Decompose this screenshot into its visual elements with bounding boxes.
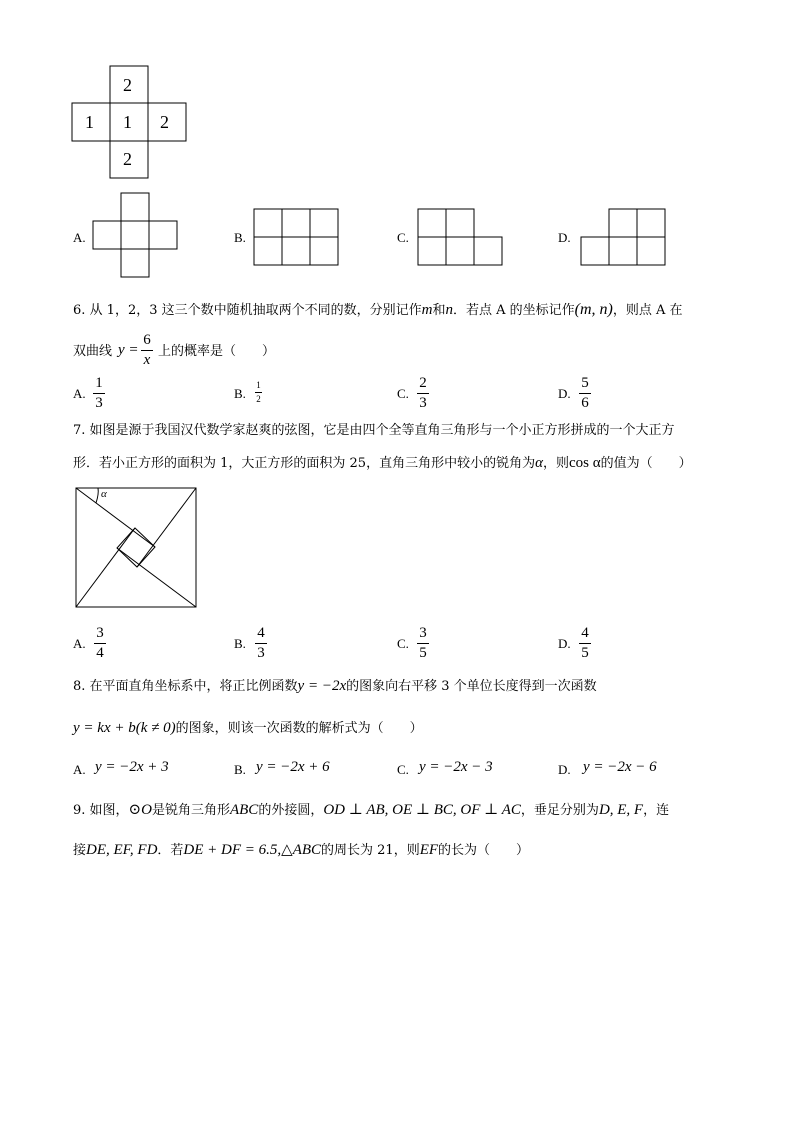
q9-line2 [73, 840, 529, 861]
q8-func: y = −2x [297, 678, 347, 694]
q8-option-d-expr: y = −2x − 6 [583, 759, 657, 775]
q9-abc: ABC [229, 802, 259, 818]
q7-text-mid: ，则 [542, 456, 569, 471]
q8-line2-post: 的图象，则该一次函数的解析式为（ ） [175, 721, 423, 736]
q9-circle: ⊙O [128, 802, 152, 818]
q9-segs: DE, EF, FD [86, 842, 158, 858]
q8-option-a-expr: y = −2x + 3 [95, 759, 169, 775]
q7-alpha: α [535, 455, 543, 471]
q8-option-c-expr: y = −2x − 3 [419, 759, 493, 775]
q7-option-a-num: 3 [96, 625, 104, 641]
q9-ef: EF [419, 842, 439, 858]
q9-line2-b: 的周长为 21，则 [321, 843, 420, 858]
q8-line2-func: y = kx + b(k ≠ 0) [73, 720, 176, 736]
q9-text-b: 的外接圆， [258, 803, 324, 818]
q9-line2-a: ．若 [157, 843, 184, 858]
q5-option-a-label: A. [73, 230, 86, 245]
q6-option-c-label: C. [397, 386, 409, 401]
q7-figure-alpha-label: α [101, 488, 107, 500]
q7-option-b-label: B. [234, 636, 246, 651]
q6-text-mid: ．若点 A 的坐标记作 [452, 303, 575, 318]
q6-curve-num: 6 [143, 332, 151, 348]
q6-text-post: ，则点 A 在 [612, 303, 683, 318]
net-center-digit: 1 [123, 112, 132, 132]
q8-option-b-expr: y = −2x + 6 [256, 759, 330, 775]
net-left-digit: 1 [85, 112, 94, 132]
q9-line1 [73, 800, 669, 821]
q6-option-b-label: B. [234, 386, 246, 401]
q8-line1 [73, 676, 597, 697]
q9-perps: OD ⊥ AB, OE ⊥ BC, OF ⊥ AC [323, 802, 521, 818]
q7-option-a-den: 4 [96, 645, 104, 661]
q7-option-c-num: 3 [419, 625, 427, 641]
q7-option-a-label: A. [73, 636, 86, 651]
q8-option-c-label: C. [397, 762, 409, 777]
q7-option-d-num: 4 [581, 625, 589, 641]
q7-option-b-den: 3 [257, 645, 265, 661]
q9-cond: DE + DF = 6.5,△ABC [183, 842, 322, 858]
q6-option-c-num: 2 [419, 375, 427, 391]
q6-var-m: m [421, 302, 433, 318]
net-top-digit: 2 [123, 75, 132, 95]
q8-option-d-label: D. [558, 762, 571, 777]
q5-option-d-label: D. [558, 230, 571, 245]
q6-text-pre: 6. 从 1，2，3 这三个数中随机抽取两个不同的数，分别记作 [73, 303, 422, 318]
q7-option-b-fraction [255, 626, 267, 661]
q5-option-b-label: B. [234, 230, 246, 245]
q6-var-n: n [445, 302, 453, 318]
q7-cos: cos α [568, 455, 601, 471]
net-right-digit: 2 [160, 112, 169, 132]
q9-text-a: 是锐角三角形 [151, 803, 230, 818]
q8-line2 [73, 718, 423, 739]
q9-line2-c: 的长为（ ） [438, 843, 530, 858]
q7-option-c-label: C. [397, 636, 409, 651]
q6-option-c-den: 3 [419, 395, 427, 411]
q8-text-post: 的图象向右平移 3 个单位长度得到一次函数 [346, 679, 597, 694]
q6-option-d-num: 5 [581, 375, 589, 391]
q6-point: (m, n) [574, 301, 613, 318]
q7-text-post: 的值为（ ） [600, 456, 692, 471]
q7-option-d-label: D. [558, 636, 571, 651]
q8-option-a-label: A. [73, 762, 86, 777]
q7-option-b-num: 4 [257, 625, 265, 641]
q6-text-and: 和 [432, 303, 446, 318]
q6-option-d-label: D. [558, 386, 571, 401]
q8-option-b-label: B. [234, 762, 246, 777]
q7-line1: 7. 如图是源于我国汉代数学家赵爽的弦图，它是由四个全等直角三角形与一个小正方形拼成的一个大正方 [73, 423, 675, 438]
q9-feet: D, E, F [598, 802, 644, 818]
q6-line2-pre: 双曲线 [73, 344, 113, 359]
q6-curve-den: x [143, 352, 151, 368]
q9-line2-pre: 接 [73, 843, 87, 858]
q7-option-c-den: 5 [419, 645, 427, 661]
q6-option-a-label: A. [73, 386, 86, 401]
q6-option-b-den: 2 [256, 394, 261, 404]
q7-option-a-fraction [94, 626, 106, 661]
q6-option-d-den: 6 [581, 395, 589, 411]
q9-text-d: ，连 [643, 803, 670, 818]
q9-text-pre: 9. 如图， [73, 803, 129, 818]
q9-text-c: ，垂足分别为 [520, 803, 599, 818]
q7-text-pre: 形．若小正方形的面积为 1，大正方形的面积为 25，直角三角形中较小的锐角为 [73, 456, 536, 471]
q6-option-b-num: 1 [256, 380, 261, 390]
q8-text-pre: 8. 在平面直角坐标系中，将正比例函数 [73, 679, 298, 694]
net-bottom-digit: 2 [123, 149, 132, 169]
q7-option-c-fraction [417, 626, 429, 661]
q5-option-c-label: C. [397, 230, 409, 245]
q7-option-d-den: 5 [581, 645, 589, 661]
q6-option-a-den: 3 [95, 395, 103, 411]
q6-line2-post: 上的概率是（ ） [158, 344, 276, 359]
q6-option-a-num: 1 [95, 375, 103, 391]
q7-option-d-fraction [579, 626, 591, 661]
q6-curve-lhs: y = [118, 342, 139, 358]
